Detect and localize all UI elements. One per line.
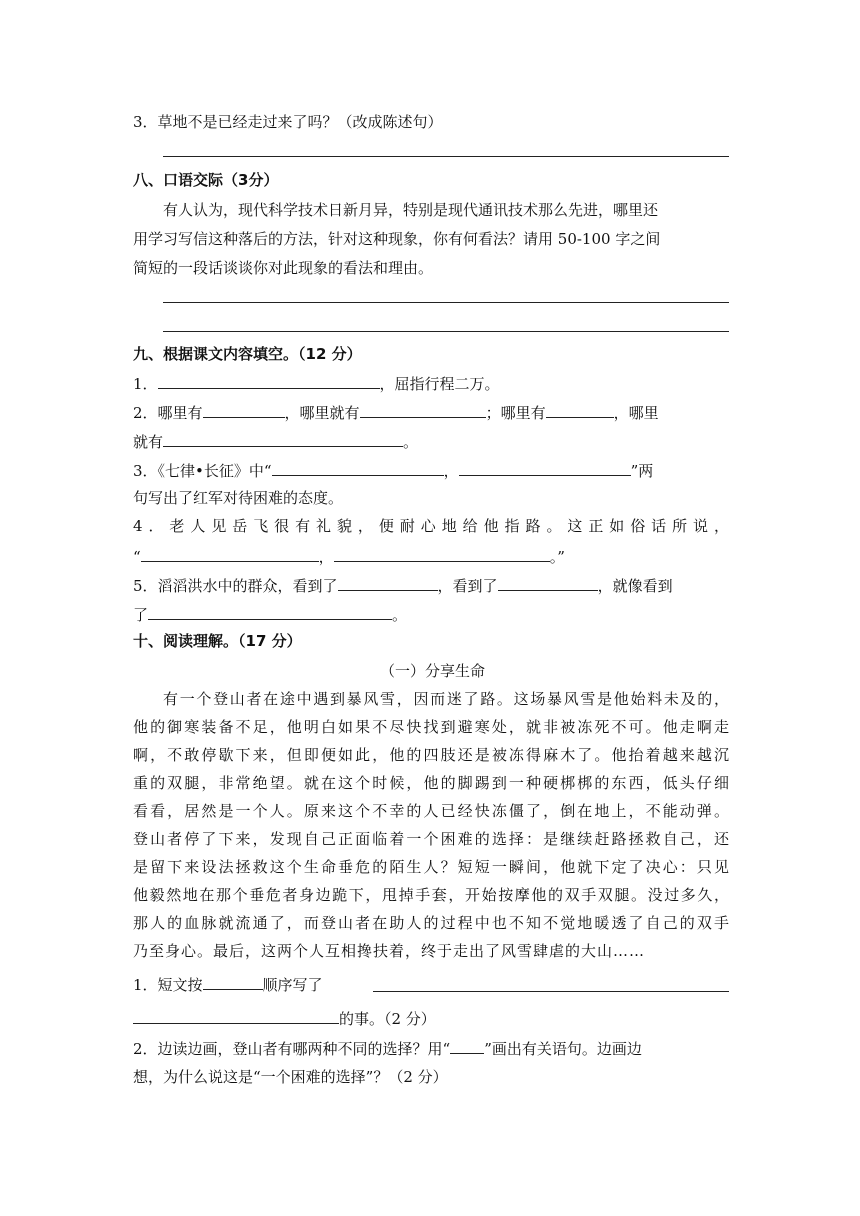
section-10-title: 十、阅读理解。（17 分） [133, 632, 302, 650]
fill-blank[interactable] [163, 430, 403, 447]
fill-blank[interactable] [272, 459, 444, 476]
section-8-title: 八、口语交际（3分） [133, 171, 279, 189]
q9-1-tail: ，屈指行程二万。 [379, 375, 500, 393]
fill-blank[interactable] [360, 401, 486, 418]
q10-2-text: ”画出有关语句。边画边 [484, 1040, 642, 1058]
q9-2-text: ；哪里有 [485, 404, 546, 422]
fill-blank[interactable] [133, 1007, 339, 1024]
passage-title: （一）分享生命 [380, 662, 486, 680]
q9-1-number: 1． [133, 375, 158, 393]
fill-blank[interactable] [546, 401, 614, 418]
q9-4-text: 。” [549, 548, 565, 566]
passage-line: 是留下来设法拯救这个生命垂危的陌生人？短短一瞬间，他就下定了决心：只见 [133, 858, 729, 876]
section-9-title: 九、根据课文内容填空。（12 分） [133, 345, 362, 363]
fill-blank[interactable] [459, 459, 631, 476]
fill-blank[interactable] [203, 973, 263, 990]
q9-2-text: 2．哪里有 [133, 404, 203, 422]
q10-1-text: 顺序写了 [262, 976, 323, 994]
question-7-3: 3．草地不是已经走过来了吗？（改成陈述句） [133, 113, 443, 131]
passage-line: 那人的血脉就流通了，而登山者在助人的过程中也不知不觉地暖透了自己的双手 [133, 914, 729, 932]
answer-line[interactable] [163, 302, 729, 303]
passage-line: 登山者停了下来，发现自己正面临着一个困难的选择：是继续赶路拯救自己，还 [133, 830, 729, 848]
fill-blank[interactable] [158, 372, 380, 389]
q10-1-text: 1．短文按 [133, 976, 203, 994]
passage-line: 有一个登山者在途中遇到暴风雪，因而迷了路。这场暴风雪是他始料未及的， [163, 690, 729, 708]
passage-line: 重的双腿，非常绝望。就在这个时候，他的脚踢到一种硬梆梆的东西，低头仔细 [133, 774, 729, 792]
q9-5-text: 。 [392, 606, 408, 624]
fill-blank[interactable] [338, 574, 438, 591]
q9-5-text: ，就像看到 [597, 577, 673, 595]
q9-2-text: ，哪里就有 [284, 404, 360, 422]
fill-blank[interactable] [334, 545, 550, 562]
q9-2-text: ，哪里 [613, 404, 659, 422]
question-9-5-cont [133, 603, 407, 625]
question-9-2 [133, 401, 659, 423]
passage-line: 啊，不敢停歇下来，但即便如此，他的四肢还是被冻得麻木了。他抬着越来越沉 [133, 746, 729, 764]
question-9-1 [133, 372, 500, 394]
q9-5-text: ，看到了 [437, 577, 498, 595]
question-9-4-cont [133, 545, 565, 567]
section-8-text-2: 用学习写信这种落后的方法，针对这种现象，你有何看法？请用 50-100 字之间 [133, 230, 661, 248]
q9-4-text: “ [133, 548, 141, 566]
section-8-text-3: 简短的一段话谈谈你对此现象的看法和理由。 [133, 259, 434, 277]
q9-3-text: ”两 [630, 462, 654, 480]
question-9-2-cont [133, 430, 418, 452]
answer-line[interactable] [163, 156, 729, 157]
q9-3-text: ， [443, 462, 459, 480]
q9-3-text: 3．《七律•长征》中“ [133, 462, 272, 480]
underline-sample [450, 1037, 484, 1054]
answer-line[interactable] [373, 991, 729, 992]
q9-4-text: ， [318, 548, 334, 566]
passage-line: 乃至身心。最后，这两个人互相搀扶着，终于走出了风雪肆虐的大山…… [133, 942, 646, 960]
q10-2-text: 2．边读边画，登山者有哪两种不同的选择？用“ [133, 1040, 451, 1058]
question-10-2 [133, 1037, 642, 1059]
q9-5-text: 5．滔滔洪水中的群众，看到了 [133, 577, 338, 595]
question-9-5 [133, 574, 673, 596]
question-10-1-cont [133, 1007, 436, 1029]
passage-line: 他的御寒装备不足，他明白如果不尽快找到避寒处，就非被冻死不可。他走啊走 [133, 718, 729, 736]
passage-line: 看看，居然是一个人。原来这个不幸的人已经快冻僵了，倒在地上，不能动弹。 [133, 802, 729, 820]
question-9-4: 4．老人见岳飞很有礼貌，便耐心地给他指路。这正如俗话所说， [133, 517, 729, 535]
question-9-3 [133, 459, 653, 481]
fill-blank[interactable] [203, 401, 285, 418]
q9-5-text: 了 [133, 606, 149, 624]
q10-1-text: 的事。（2 分） [339, 1010, 436, 1028]
passage-line: 他毅然地在那个垂危者身边跪下，甩掉手套，开始按摩他的双手双腿。没过多久， [133, 886, 729, 904]
fill-blank[interactable] [141, 545, 319, 562]
fill-blank[interactable] [498, 574, 598, 591]
q9-2-text: 就有 [133, 433, 164, 451]
question-9-3-cont: 句写出了红军对待困难的态度。 [133, 489, 344, 507]
question-10-1 [133, 973, 323, 995]
answer-line[interactable] [163, 331, 729, 332]
fill-blank[interactable] [148, 603, 392, 620]
section-8-text-1: 有人认为，现代科学技术日新月异，特别是现代通讯技术那么先进，哪里还 [163, 201, 659, 219]
q9-2-text: 。 [403, 433, 419, 451]
question-10-2-cont: 想，为什么说这是“一个困难的选择”？（2 分） [133, 1068, 448, 1086]
